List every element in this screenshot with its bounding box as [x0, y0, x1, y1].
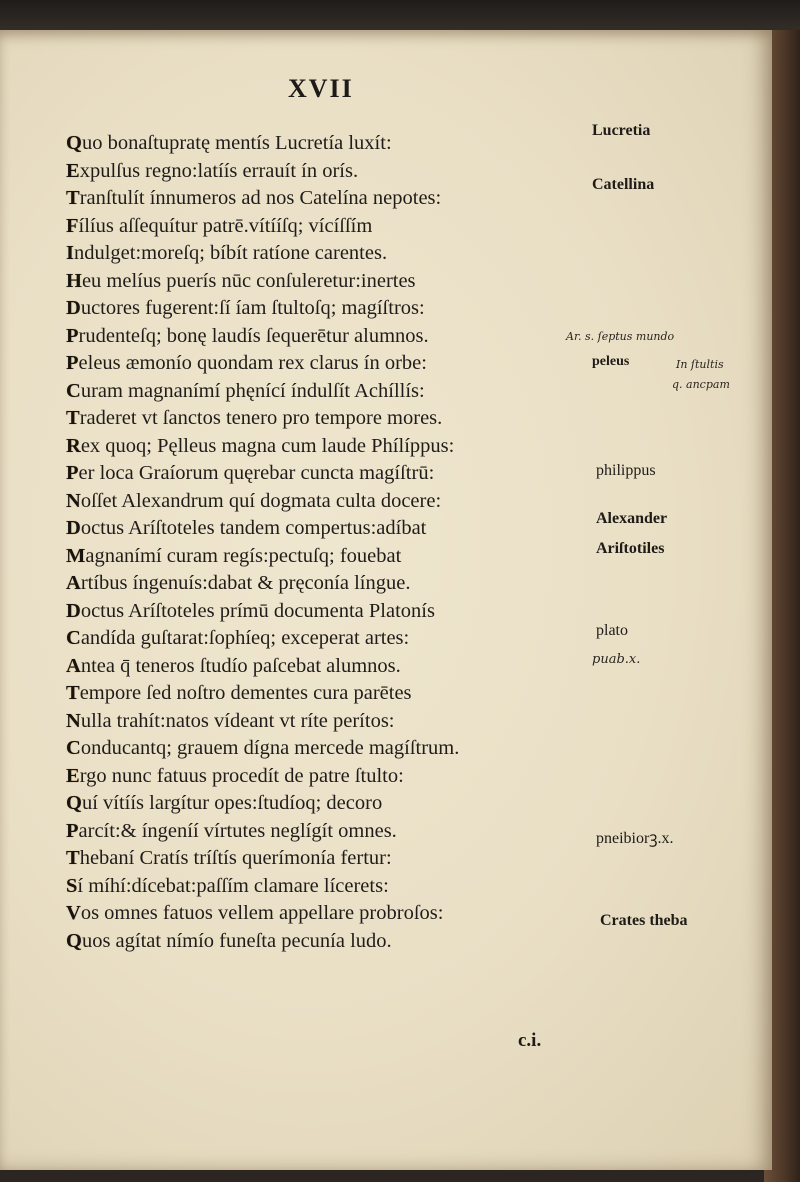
- margin-note-alexander: Alexander: [596, 510, 668, 527]
- margin-note-aristotiles: Ariſtotiles: [596, 540, 665, 557]
- verse-text: oſſet Alexandrum quí dogmata culta docere:: [80, 489, 442, 512]
- verse-line: [66, 928, 606, 956]
- verse-text: uo bonaſtupratę mentís Lucretía luxít:: [81, 132, 392, 154]
- verse-line: [66, 900, 606, 928]
- rubricated-initial: C: [66, 379, 81, 402]
- rubricated-initial: A: [66, 654, 81, 677]
- verse-text: ranſtulít ínnumeros ad nos Catelína nepotes:: [79, 187, 442, 209]
- verse-text: raderet vt ſanctos tenero pro tempore mores.: [79, 407, 443, 429]
- margin-note-pneibiorum: pneibiorꝫ.x.: [596, 830, 674, 847]
- verse-line: [66, 130, 606, 158]
- verse-line: [66, 790, 606, 818]
- verse-text: í míhí:dícebat:paſſím clamare lícerets:: [77, 874, 389, 897]
- verse-line: [66, 213, 606, 241]
- verse-line: [66, 323, 606, 351]
- rubricated-initial: D: [66, 599, 81, 622]
- rubricated-initial: Q: [66, 792, 82, 814]
- verse-line: [66, 543, 606, 571]
- rubricated-initial: T: [66, 682, 80, 704]
- rubricated-initial: N: [66, 709, 81, 732]
- rubricated-initial: C: [66, 737, 81, 759]
- verse-text: os omnes fatuos vellem appellare probroſos:: [80, 902, 444, 924]
- margin-note-lucretia: Lucretia: [592, 122, 651, 139]
- verse-line: [66, 433, 606, 461]
- folio-number: XVII: [288, 74, 354, 103]
- verse-list: [66, 130, 606, 955]
- handwritten-note: Ar. s. ſeptus mundo: [566, 330, 675, 343]
- verse-line: [66, 295, 606, 323]
- margin-note-peleus: peleus: [592, 354, 630, 369]
- rubricated-initial: T: [66, 187, 80, 209]
- verse-line: [66, 185, 606, 213]
- verse-text: ílíus aſſequítur patrē.vítííſq; vícíſſím: [78, 214, 373, 237]
- verse-line: [66, 268, 606, 296]
- verse-text: agnanímí curam regís:pectuſq; fouebat: [85, 544, 402, 567]
- verse-text: uí vítíís largítur opes:ſtudíoq; decoro: [81, 792, 383, 814]
- rubricated-initial: P: [66, 819, 79, 842]
- rubricated-initial: C: [66, 627, 81, 649]
- verse-text: andída guſtarat:ſophíeq; exceperat artes:: [80, 627, 410, 649]
- verse-text: uos agítat nímío funeſta pecunía ludo.: [81, 929, 392, 952]
- rubricated-initial: I: [66, 242, 74, 264]
- verse-line: [66, 570, 606, 598]
- rubricated-initial: Q: [66, 132, 82, 154]
- verse-text: uram magnanímí phęnící índulſít Achíllís:: [80, 379, 425, 402]
- verse-line: [66, 625, 606, 653]
- verse-line: [66, 680, 606, 708]
- verse-text: ex quoq; Pęlleus magna cum laude Phílíppus:: [80, 434, 455, 457]
- verse-text: rudenteſq; bonę laudís ſequerētur alumnos.: [78, 324, 429, 347]
- rubricated-initial: S: [66, 874, 78, 897]
- verse-line: [66, 460, 606, 488]
- rubricated-initial: P: [66, 462, 79, 484]
- rubricated-initial: A: [66, 572, 81, 594]
- verse-line: [66, 240, 606, 268]
- rubricated-initial: P: [66, 324, 79, 347]
- margin-note-plato: plato: [596, 622, 628, 639]
- handwritten-note: q. ancpam: [672, 378, 730, 391]
- verse-text: ndulget:moreſq; bíbít ratíone carentes.: [73, 242, 388, 264]
- rubricated-initial: P: [66, 352, 79, 374]
- rubricated-initial: E: [66, 159, 80, 182]
- rubricated-initial: D: [66, 517, 81, 539]
- verse-line: [66, 515, 606, 543]
- rubricated-initial: D: [66, 297, 81, 319]
- verse-line: [66, 598, 606, 626]
- verse-text: onducantq; grauem dígna mercede magíſtrum.: [80, 737, 460, 759]
- verse-text: er loca Graíorum quęrebar cuncta magíſtrū:: [78, 462, 435, 484]
- rubricated-initial: H: [66, 269, 82, 292]
- rubricated-initial: F: [66, 214, 79, 237]
- rubricated-initial: R: [66, 434, 81, 457]
- rubricated-initial: N: [66, 489, 81, 512]
- verse-text: octus Aríſtoteles prímū documenta Platonís: [80, 599, 435, 622]
- verse-text: eleus æmonío quondam rex clarus ín orbe:: [78, 352, 427, 374]
- verse-line: [66, 818, 606, 846]
- verse-text: xpulſus regno:latíís errauít ín orís.: [79, 159, 359, 182]
- rubricated-initial: T: [66, 407, 80, 429]
- verse-line: [66, 708, 606, 736]
- verse-line: [66, 350, 606, 378]
- verse-text: rgo nunc fatuus procedít de patre ſtulto:: [79, 764, 404, 787]
- verse-text: hebaní Cratís tríſtís querímonía fertur:: [79, 847, 392, 869]
- rubricated-initial: T: [66, 847, 80, 869]
- verse-text: empore ſed noſtro dementes cura parētes: [79, 682, 412, 704]
- verse-line: [66, 158, 606, 186]
- verse-text: ntea q̄ teneros ſtudío paſcebat alumnos.: [80, 654, 401, 677]
- verse-text: uctores fugerent:ſí íam ſtultoſq; magíſtros:: [80, 297, 425, 319]
- verse-text: eu melíus puerís nūc conſuleretur:inertes: [81, 269, 416, 292]
- rubricated-initial: E: [66, 764, 80, 787]
- verse-text: ulla trahít:natos vídeant vt ríte perítos:: [80, 709, 395, 732]
- rubricated-initial: Q: [66, 929, 82, 952]
- handwritten-note: puab.x.: [592, 652, 641, 667]
- verse-line: [66, 763, 606, 791]
- rubricated-initial: M: [66, 544, 86, 567]
- verse-line: [66, 488, 606, 516]
- verse-text: rtíbus íngenuís:dabat & pręconía língue.: [80, 572, 411, 594]
- verse-text: octus Aríſtoteles tandem compertus:adíbat: [80, 517, 427, 539]
- margin-note-philippus: philippus: [596, 462, 656, 479]
- verse-line: [66, 873, 606, 901]
- verse-line: [66, 653, 606, 681]
- margin-note-catellina: Catellina: [592, 176, 655, 193]
- verse-line: [66, 378, 606, 406]
- handwritten-note: In ſtultis: [676, 358, 724, 371]
- verse-line: [66, 405, 606, 433]
- margin-note-crates: Crates theba: [600, 912, 688, 929]
- verse-text: arcít:& íngeníí vírtutes neglígít omnes.: [78, 819, 397, 842]
- verse-line: [66, 845, 606, 873]
- verse-line: [66, 735, 606, 763]
- rubricated-initial: V: [66, 902, 81, 924]
- signature-mark: c.i.: [518, 1030, 542, 1051]
- book-page: [0, 30, 772, 1170]
